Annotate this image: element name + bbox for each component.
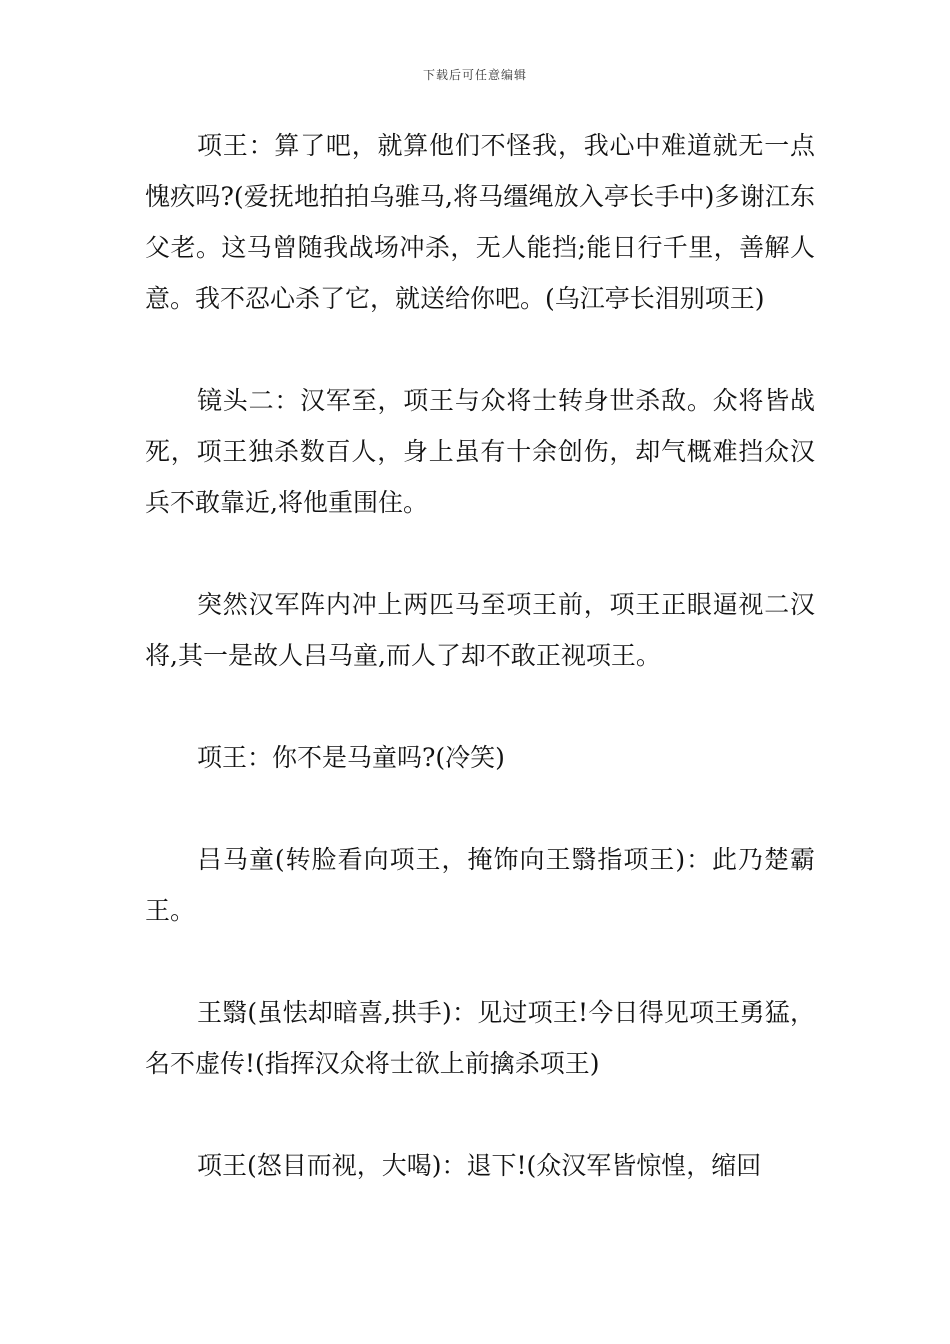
page-header: 下载后可任意编辑 — [422, 68, 527, 82]
paragraph: 突然汉军阵内冲上两匹马至项王前，项王正眼逼视二汉将,其一是故人吕马童,而人了却不敢正视项王。 — [145, 590, 815, 670]
paragraph: 项王：算了吧，就算他们不怪我，我心中难道就无一点愧疚吗?(爱抚地拍拍乌骓马,将马缰绳放入亭长手中)多谢江东父老。这马曾随我战场冲杀，无人能挡;能日行千里，善解人意。我不忍心杀了它，就送给你吧。(乌江亭长泪别项王) — [145, 131, 815, 313]
paragraph: 王翳(虽怯却暗喜,拱手)：见过项王!今日得见项王勇猛，名不虚传!(指挥汉众将士欲上前擒杀项王) — [145, 998, 815, 1078]
paragraph: 项王(怒目而视，大喝)：退下!(众汉军皆惊惶，缩回 — [197, 1151, 762, 1180]
document-body — [145, 120, 815, 1191]
paragraph: 镜头二：汉军至，项王与众将士转身世杀敌。众将皆战死，项王独杀数百人，身上虽有十余创伤，却气概难挡众汉兵不敢靠近,将他重围住。 — [145, 386, 815, 517]
paragraph: 项王：你不是马童吗?(冷笑) — [197, 743, 505, 772]
paragraph: 吕马童(转脸看向项王，掩饰向王翳指项王)：此乃楚霸王。 — [145, 845, 815, 925]
